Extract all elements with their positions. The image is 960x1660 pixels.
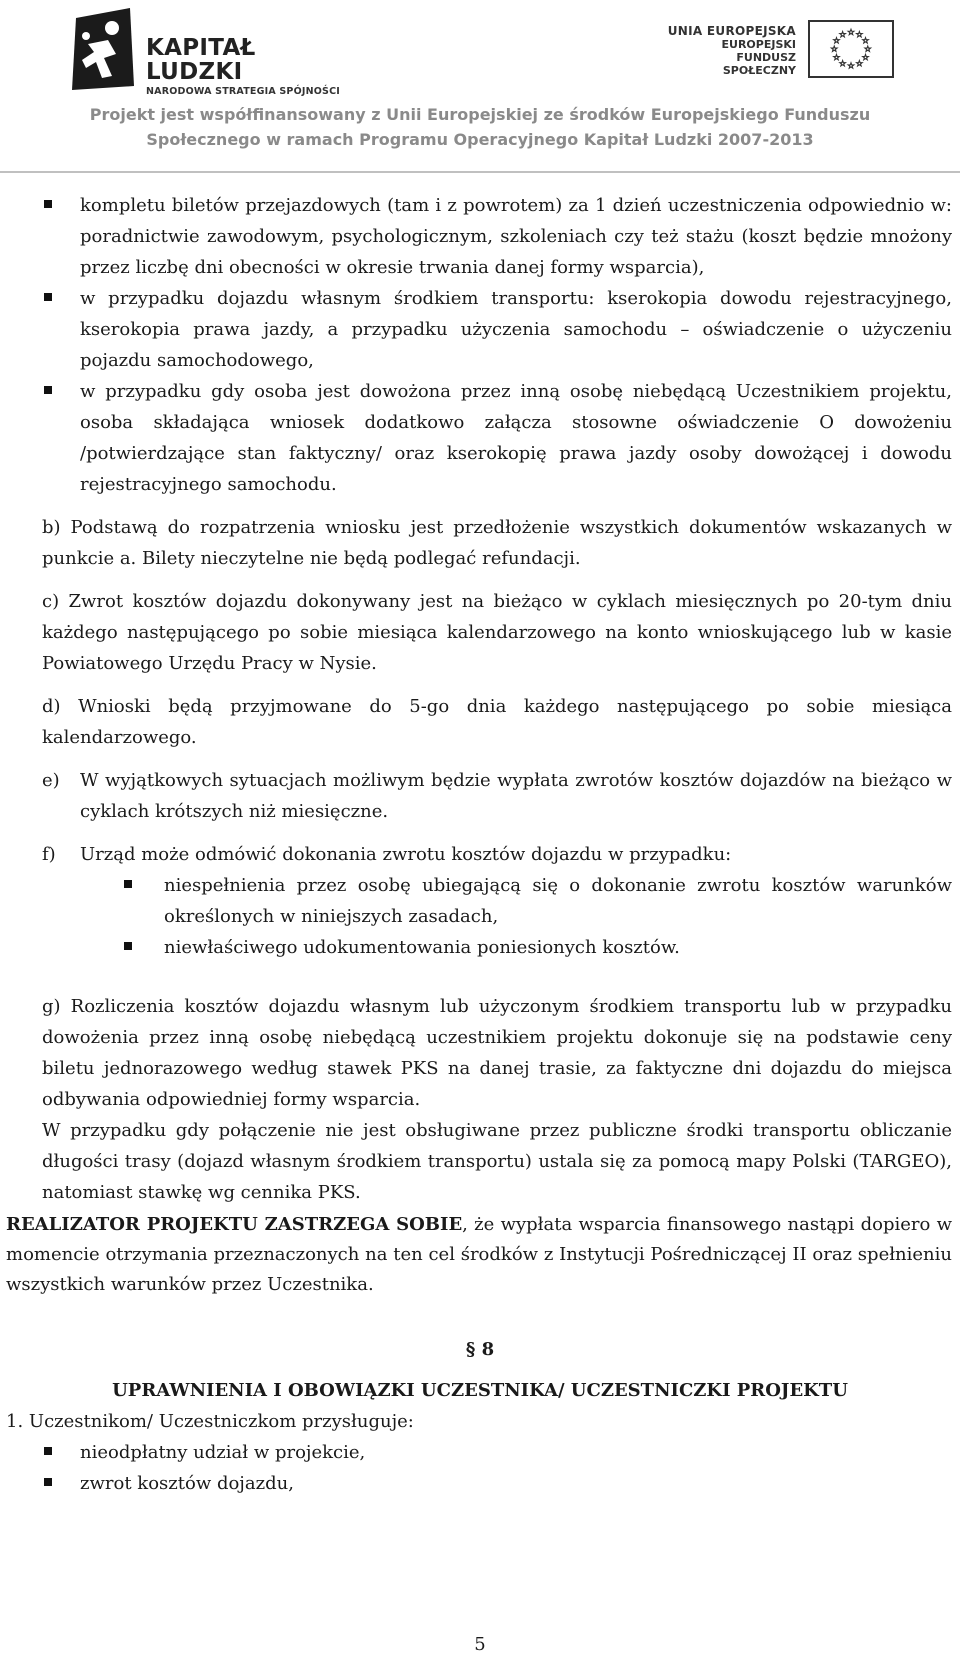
paragraph-g-continuation: W przypadku gdy połączenie nie jest obsługiwane przez publiczne środki transportu obliczanie długości trasy (dojazd własnym środkiem transportu) ustala się za pomocą mapy Polski (TARGEO), natomiast stawkę wg cennika PKS.	[42, 1120, 952, 1203]
list-item	[42, 376, 952, 500]
eu-flag-icon	[808, 20, 894, 78]
eu-star-icon	[857, 32, 863, 37]
eu-star-icon	[848, 29, 854, 34]
list-item-text: niewłaściwego udokumentowania poniesionych kosztów.	[164, 937, 680, 958]
eu-star-icon	[840, 61, 846, 66]
eu-star-icon	[863, 54, 869, 59]
eu-star-icon	[840, 32, 846, 37]
kapital-ludzki-title: KAPITAŁ LUDZKI	[146, 35, 256, 85]
square-bullet-icon	[44, 293, 52, 301]
list-item	[42, 1468, 960, 1499]
kapital-ludzki-emblem-icon	[68, 6, 138, 92]
kapital-ludzki-logo	[68, 6, 358, 97]
section-8	[0, 1334, 960, 1499]
paragraph-f-list	[42, 870, 952, 963]
eu-wordmark	[664, 24, 796, 77]
paragraph-f-text: Urząd może odmówić dokonania zwrotu kosztów dojazdu w przypadku:	[80, 844, 732, 865]
eu-logo	[664, 16, 894, 76]
eu-star-icon	[834, 54, 840, 59]
page-header	[0, 0, 960, 175]
kapital-ludzki-subtitle: NARODOWA STRATEGIA SPÓJNOŚCI	[146, 86, 340, 97]
list-item	[122, 870, 952, 932]
list-item	[42, 190, 952, 283]
reservation-text: , że wypłata wsparcia finansowego nastąpi dopiero w momencie otrzymania przeznaczonych na ten cel środków z Instytucji Pośredniczącej II oraz spełnieniu wszystkich warunków przez Uczestnika.	[6, 1214, 952, 1295]
paragraph-f	[42, 839, 952, 870]
kapital-ludzki-wordmark	[146, 36, 358, 97]
paragraph-e	[42, 765, 952, 827]
eu-line-social-fund: FUNDUSZ SPOŁECZNY	[722, 51, 796, 77]
eu-line-european: EUROPEJSKI	[721, 38, 796, 51]
paragraph-e-label: e)	[42, 770, 60, 791]
eu-star-icon	[865, 46, 871, 51]
document-body	[42, 190, 952, 1208]
paragraph-g: g) Rozliczenia kosztów dojazdu własnym lub użyczonym środkiem transportu lub w przypadku dowożenia przez inną osobę niebędącą uczestnikiem projektu dokonuje się na podstawie ceny biletu jednorazowego według stawek PKS na danej trasie, za faktyczne dni dojazdu do miejsca odbywania odpowiedniej formy wsparcia.	[42, 996, 952, 1110]
reservation-paragraph	[6, 1210, 952, 1300]
eu-star-icon	[857, 61, 863, 66]
eu-star-icon	[848, 63, 854, 68]
eu-star-icon	[834, 38, 840, 43]
list-item-text: nieodpłatny udział w projekcie,	[80, 1442, 366, 1463]
page-number: 5	[474, 1634, 486, 1655]
section-number: § 8	[465, 1339, 495, 1360]
project-funding-line-2: Społecznego w ramach Programu Operacyjnego Kapitał Ludzki 2007-2013	[146, 130, 814, 149]
list-item	[42, 283, 952, 376]
paragraph-c: c) Zwrot kosztów dojazdu dokonywany jest na bieżąco w cyklach miesięcznych po 20-tym dniu każdego następującego po sobie miesiąca kalendarzowego na konto wnioskującego lub w kasie Powiatowego Urzędu Pracy w Nysie.	[42, 591, 952, 674]
list-item-text: zwrot kosztów dojazdu,	[80, 1473, 294, 1494]
square-bullet-icon	[44, 1447, 52, 1455]
section-title: UPRAWNIENIA I OBOWIĄZKI UCZESTNIKA/ UCZESTNICZKI PROJEKTU	[112, 1380, 848, 1401]
eu-line-union: UNIA EUROPEJSKA	[667, 24, 796, 38]
list-item-text: w przypadku dojazdu własnym środkiem transportu: kserokopia dowodu rejestracyjnego, kserokopia prawa jazdy, a przypadku użyczenia samochodu – oświadczenie o użyczeniu pojazdu samochodowego,	[80, 288, 952, 371]
list-item-text: niespełnienia przez osobę ubiegającą się o dokonanie zwrotu kosztów warunków określonych w niniejszych zasadach,	[164, 875, 952, 927]
square-bullet-icon	[124, 880, 132, 888]
square-bullet-icon	[44, 200, 52, 208]
list-item	[42, 1437, 960, 1468]
list-item-text: w przypadku gdy osoba jest dowożona przez inną osobę niebędącą Uczestnikiem projektu, osoba składająca wniosek dodatkowo załącza stosowne oświadczenie O dowożeniu /potwierdzające stan faktyczny/ oraz kserokopię prawa jazdy osoby dowożącej i dowodu rejestracyjnego samochodu.	[80, 381, 952, 495]
square-bullet-icon	[44, 386, 52, 394]
paragraph-e-text: W wyjątkowych sytuacjach możliwym będzie wypłata zwrotów kosztów dojazdów na bieżąco w cyklach krótszych niż miesięczne.	[80, 770, 952, 822]
list-item	[122, 932, 952, 963]
section-list	[0, 1437, 960, 1499]
eu-star-icon	[863, 38, 869, 43]
eu-star-icon	[831, 46, 837, 51]
section-intro: 1. Uczestnikom/ Uczestniczkom przysługuje:	[6, 1411, 414, 1432]
paragraph-b: b) Podstawą do rozpatrzenia wniosku jest przedłożenie wszystkich dokumentów wskazanych w punkcie a. Bilety nieczytelne nie będą podlegać refundacji.	[42, 517, 952, 569]
header-divider	[0, 171, 960, 173]
list-item-text: kompletu biletów przejazdowych (tam i z powrotem) za 1 dzień uczestniczenia odpowiednio w: poradnictwie zawodowym, psychologicznym, szkoleniach czy też stażu (koszt będzie mnożony przez liczbę dni obecności w okresie trwania danej formy wsparcia),	[80, 195, 952, 278]
paragraph-d: d) Wnioski będą przyjmowane do 5-go dnia każdego następującego po sobie miesiąca kalendarzowego.	[42, 696, 952, 748]
project-funding-line-1: Projekt jest współfinansowany z Unii Europejskiej ze środków Europejskiego Funduszu	[89, 105, 871, 124]
project-funding-note	[0, 102, 960, 152]
square-bullet-icon	[44, 1478, 52, 1486]
reservation-heading: REALIZATOR PROJEKTU ZASTRZEGA SOBIE	[6, 1214, 463, 1235]
square-bullet-icon	[124, 942, 132, 950]
paragraph-f-label: f)	[42, 844, 56, 865]
